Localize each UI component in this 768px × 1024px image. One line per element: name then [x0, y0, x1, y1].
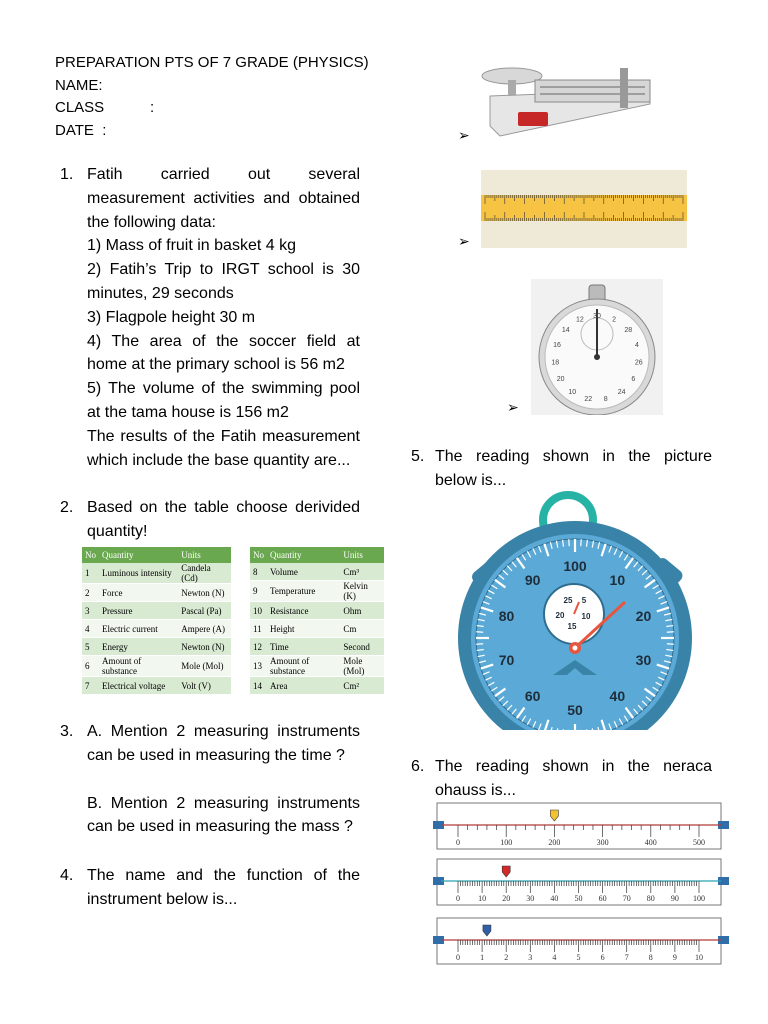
- table-row: [82, 563, 231, 584]
- beam-tick-label: 300: [596, 838, 609, 847]
- stopwatch-dial-label: 2: [612, 316, 617, 324]
- dial-label: 80: [498, 607, 515, 624]
- table-row: [250, 602, 384, 620]
- beam-tick-label: 3: [528, 953, 533, 962]
- dial-label: 50: [567, 702, 583, 718]
- question-3b-text: B. Mention 2 measuring instruments can be used in measuring the mass ?: [87, 794, 360, 836]
- unit-cell: Mole (Mol): [340, 656, 384, 677]
- analog-stopwatch-image: [531, 279, 663, 415]
- beam-tick-label: 8: [648, 953, 653, 962]
- ohaus-beam-1: [433, 802, 729, 850]
- dial-label: 90: [524, 571, 541, 588]
- beam-tick-label: 5: [576, 953, 581, 962]
- question-4-number: 4.: [60, 867, 74, 884]
- subdial-label: 10: [581, 612, 591, 621]
- beam-tick-label: 6: [600, 953, 605, 962]
- stopwatch-dial-label: 4: [634, 342, 639, 350]
- class-field-label: CLASS :: [55, 99, 155, 116]
- quantity-cell: Electric current: [99, 620, 178, 638]
- beam-tick-label: 2: [504, 953, 509, 962]
- worksheet-title: PREPARATION PTS OF 7 GRADE (PHYSICS): [55, 54, 369, 71]
- row-number-cell: 2: [82, 584, 99, 602]
- dial-label: 40: [609, 688, 626, 705]
- beam-tick-label: 9: [672, 953, 677, 962]
- dial-label: 20: [635, 607, 652, 624]
- row-number-cell: 11: [250, 620, 267, 638]
- subdial-label: 5: [581, 596, 587, 605]
- unit-cell: Cm: [340, 620, 384, 638]
- beam-tick-label: 10: [695, 953, 703, 962]
- stopwatch-dial-label: 12: [576, 316, 584, 324]
- quantity-cell: Electrical voltage: [99, 677, 178, 695]
- stopwatch-dial-label: 18: [551, 359, 560, 367]
- beam-tick-label: 500: [693, 838, 705, 847]
- stopwatch-dial-label: 10: [568, 388, 577, 396]
- table-row: [250, 620, 384, 638]
- unit-cell: Cm³: [340, 563, 384, 581]
- subdial-label: 25: [563, 596, 573, 605]
- unit-cell: Ampere (A): [178, 620, 231, 638]
- beam-tick-label: 4: [552, 953, 557, 962]
- table-row: [250, 638, 384, 656]
- beam-tick-label: 50: [574, 894, 583, 903]
- table-row: [82, 638, 231, 656]
- unit-cell: Ohm: [340, 602, 384, 620]
- quantity-cell: Luminous intensity: [99, 563, 178, 584]
- beam-tick-label: 0: [456, 894, 460, 903]
- ohaus-beam-3: [433, 917, 729, 965]
- quantity-cell: Area: [267, 677, 340, 695]
- question-3-number: 3.: [60, 723, 74, 740]
- ohaus-beam-2: [433, 858, 729, 906]
- stopwatch-dial-label: 22: [584, 396, 593, 404]
- table-row: [250, 581, 384, 602]
- worksheet-header: [55, 52, 369, 142]
- row-number-cell: 7: [82, 677, 99, 695]
- row-number-cell: 4: [82, 620, 99, 638]
- question-1-item: 1) Mass of fruit in basket 4 kg: [87, 237, 296, 255]
- unit-cell: Volt (V): [178, 677, 231, 695]
- unit-cell: Newton (N): [178, 638, 231, 656]
- triple-beam-balance-image: [480, 60, 656, 140]
- quantity-cell: Temperature: [267, 581, 340, 602]
- quantity-cell: Amount of substance: [99, 656, 178, 677]
- table-row: [250, 656, 384, 677]
- table-header-units: Units: [178, 547, 231, 563]
- subdial-label: 15: [567, 622, 577, 631]
- table-row: [82, 656, 231, 677]
- table-row: [250, 677, 384, 695]
- beam-tick-label: 1: [480, 953, 485, 962]
- quantity-cell: Height: [267, 620, 340, 638]
- question-3a-text: A. Mention 2 measuring instruments can be used in measuring the time ?: [87, 723, 360, 764]
- ruler-image: [481, 170, 687, 248]
- table-header-no: No: [250, 547, 267, 563]
- question-1-intro: Fatih carried out several measurement activities and obtained the following data:: [87, 166, 360, 231]
- dial-label: 60: [524, 688, 541, 705]
- beam-tick-label: 7: [624, 953, 629, 962]
- quantity-cell: Amount of substance: [267, 656, 340, 677]
- unit-cell: Cm²: [340, 677, 384, 695]
- question-1-item: 5) The volume of the swimming pool at the tama house is 156 m2: [87, 380, 360, 421]
- beam-tick-label: 400: [644, 838, 657, 847]
- quantity-cell: Pressure: [99, 602, 178, 620]
- question-2-text: Based on the table choose derivided quantity!: [87, 499, 360, 540]
- row-number-cell: 8: [250, 563, 267, 581]
- stopwatch-reading-image: [455, 490, 700, 730]
- table-row: [82, 584, 231, 602]
- table-row: [250, 563, 384, 581]
- question-5-text: The reading shown in the picture below is...: [435, 448, 712, 489]
- quantity-cell: Force: [99, 584, 178, 602]
- subdial-label: 20: [555, 611, 565, 620]
- question-1-item: 3) Flagpole height 30 m: [87, 308, 256, 326]
- quantity-cell: Time: [267, 638, 340, 656]
- unit-cell: Newton (N): [178, 584, 231, 602]
- bullet-arrow-icon: ➢: [458, 127, 470, 143]
- beam-frame: [437, 803, 721, 849]
- beam-tick-label: 80: [646, 894, 655, 903]
- quantity-cell: Energy: [99, 638, 178, 656]
- dial-label: 100: [563, 558, 587, 574]
- row-number-cell: 1: [82, 563, 99, 584]
- row-number-cell: 9: [250, 581, 267, 602]
- beam-tick-label: 0: [456, 838, 460, 847]
- quantity-table-left: [82, 547, 231, 695]
- dial-label: 70: [498, 652, 515, 669]
- dial-label: 30: [635, 652, 652, 669]
- beam-tick-label: 70: [622, 894, 631, 903]
- bullet-arrow-icon: ➢: [507, 399, 519, 415]
- question-1-prompt: The results of the Fatih measurement which include the base quantity are...: [87, 427, 360, 469]
- stopwatch-dial-label: 24: [617, 388, 626, 396]
- table-header-quantity: Quantity: [267, 547, 340, 563]
- beam-tick-label: 40: [550, 894, 559, 903]
- bullet-arrow-icon: ➢: [458, 233, 470, 249]
- unit-cell: Mole (Mol): [178, 656, 231, 677]
- stopwatch-dial-label: 28: [624, 326, 633, 334]
- stopwatch-dial-label: 26: [634, 359, 643, 367]
- row-number-cell: 3: [82, 602, 99, 620]
- stopwatch-dial-label: 14: [561, 326, 570, 334]
- question-4-text: The name and the function of the instrument below is...: [87, 867, 360, 908]
- question-2-number: 2.: [60, 499, 74, 516]
- row-number-cell: 14: [250, 677, 267, 695]
- unit-cell: Kelvin (K): [340, 581, 384, 602]
- row-number-cell: 10: [250, 602, 267, 620]
- beam-tick-label: 100: [500, 838, 513, 847]
- stopwatch-dial-label: 6: [631, 376, 636, 383]
- unit-cell: Second: [340, 638, 384, 656]
- beam-tick-label: 90: [670, 894, 679, 903]
- date-field-label: DATE :: [55, 121, 107, 139]
- stopwatch-dial-label: 20: [556, 376, 565, 383]
- question-6-number: 6.: [411, 758, 425, 775]
- quantity-cell: Resistance: [267, 602, 340, 620]
- stopwatch-dial-label: 16: [553, 342, 561, 350]
- table-row: [82, 620, 231, 638]
- beam-tick-label: 30: [526, 894, 535, 903]
- stopwatch-dial-label: 30: [593, 313, 601, 320]
- question-5-number: 5.: [411, 448, 425, 465]
- table-row: [82, 602, 231, 620]
- name-field-label: NAME:: [55, 76, 103, 94]
- table-header-units: Units: [340, 547, 384, 563]
- row-number-cell: 5: [82, 638, 99, 656]
- unit-cell: Pascal (Pa): [178, 602, 231, 620]
- beam-tick-label: 100: [693, 894, 705, 903]
- question-6-text: The reading shown in the neraca ohauss is...: [435, 758, 712, 799]
- quantity-table-right: [250, 547, 384, 695]
- beam-tick-label: 200: [548, 838, 561, 847]
- row-number-cell: 13: [250, 656, 267, 677]
- dial-label: 10: [609, 571, 626, 588]
- question-1-item: 2) Fatih’s Trip to IRGT school is 30 minutes, 29 seconds: [87, 261, 360, 302]
- row-number-cell: 6: [82, 656, 99, 677]
- question-1-item: 4) The area of the soccer field at home at the primary school is 56 m2: [87, 332, 360, 374]
- quantity-cell: Volume: [267, 563, 340, 581]
- beam-tick-label: 10: [478, 894, 487, 903]
- unit-cell: Candela (Cd): [178, 563, 231, 584]
- row-number-cell: 12: [250, 638, 267, 656]
- beam-tick-label: 0: [456, 953, 460, 962]
- table-header-no: No: [82, 547, 99, 563]
- stopwatch-dial-label: 8: [603, 396, 608, 404]
- question-1-number: 1.: [60, 166, 74, 183]
- beam-tick-label: 60: [598, 894, 607, 903]
- table-header-quantity: Quantity: [99, 547, 178, 563]
- table-row: [82, 677, 231, 695]
- beam-tick-label: 20: [502, 894, 511, 903]
